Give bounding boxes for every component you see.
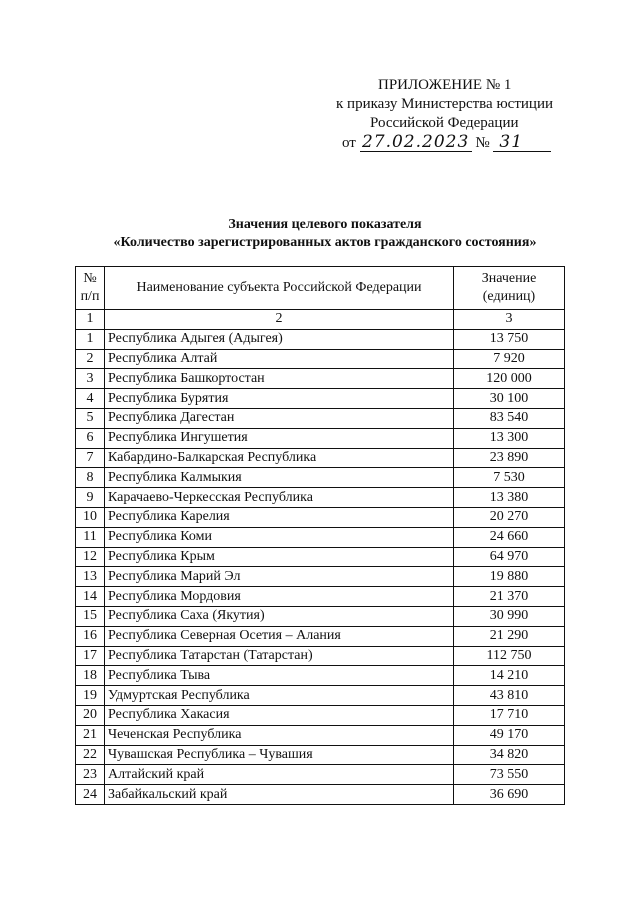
header-name: Наименование субъекта Российской Федерации [105,267,454,310]
row-region-name: Кабардино-Балкарская Республика [105,448,454,468]
table-row [76,369,565,389]
row-region-name: Чеченская Республика [105,725,454,745]
row-region-name: Республика Калмыкия [105,468,454,488]
table-row [76,389,565,409]
row-value: 13 750 [454,329,565,349]
table-row [76,765,565,785]
column-number-2: 2 [105,310,454,330]
row-number: 19 [76,686,105,706]
row-number: 4 [76,389,105,409]
row-number: 22 [76,745,105,765]
row-region-name: Республика Северная Осетия – Алания [105,626,454,646]
table-body [76,329,565,804]
appendix-order-line: к приказу Министерства юстиции [336,96,553,112]
table-row [76,428,565,448]
row-value: 23 890 [454,448,565,468]
row-number: 15 [76,606,105,626]
row-value: 83 540 [454,408,565,428]
row-number: 16 [76,626,105,646]
row-region-name: Республика Адыгея (Адыгея) [105,329,454,349]
row-value: 7 530 [454,468,565,488]
table-row [76,745,565,765]
row-region-name: Республика Дагестан [105,408,454,428]
table-row [76,725,565,745]
row-value: 20 270 [454,507,565,527]
row-region-name: Республика Тыва [105,666,454,686]
appendix-title: ПРИЛОЖЕНИЕ № 1 [378,77,512,93]
row-region-name: Республика Коми [105,527,454,547]
row-region-name: Республика Крым [105,547,454,567]
row-region-name: Республика Бурятия [105,389,454,409]
row-region-name: Республика Марий Эл [105,567,454,587]
row-region-name: Республика Хакасия [105,705,454,725]
row-region-name: Республика Башкортостан [105,369,454,389]
row-number: 2 [76,349,105,369]
handwritten-number: 31 [493,133,551,152]
row-number: 11 [76,527,105,547]
column-number-row [76,310,565,330]
row-number: 14 [76,587,105,607]
row-region-name: Республика Мордовия [105,587,454,607]
row-value: 21 290 [454,626,565,646]
row-value: 36 690 [454,785,565,805]
column-number-1: 1 [76,310,105,330]
table-row [76,705,565,725]
row-value: 43 810 [454,686,565,706]
row-value: 13 300 [454,428,565,448]
header-num: № п/п [76,267,105,310]
row-value: 17 710 [454,705,565,725]
row-region-name: Алтайский край [105,765,454,785]
row-value: 120 000 [454,369,565,389]
table-row [76,785,565,805]
row-number: 5 [76,408,105,428]
row-number: 20 [76,705,105,725]
row-number: 3 [76,369,105,389]
row-number: 17 [76,646,105,666]
table-header-row [76,267,565,310]
table-row [76,527,565,547]
row-region-name: Республика Ингушетия [105,428,454,448]
heading-line-1: Значения целевого показателя [228,217,422,232]
table-row [76,686,565,706]
table-row [76,448,565,468]
table-row [76,646,565,666]
row-region-name: Республика Карелия [105,507,454,527]
appendix-ministry-line: Российской Федерации [370,115,519,131]
indicator-table [75,266,565,805]
row-value: 24 660 [454,527,565,547]
row-number: 6 [76,428,105,448]
row-number: 10 [76,507,105,527]
table-row [76,349,565,369]
row-region-name: Карачаево-Черкесская Республика [105,488,454,508]
row-value: 30 100 [454,389,565,409]
row-region-name: Чувашская Республика – Чувашия [105,745,454,765]
row-number: 24 [76,785,105,805]
table-row [76,606,565,626]
number-prefix: № [475,135,490,151]
row-number: 23 [76,765,105,785]
row-value: 19 880 [454,567,565,587]
appendix-block [330,76,570,153]
table-row [76,507,565,527]
row-region-name: Республика Алтай [105,349,454,369]
row-region-name: Забайкальский край [105,785,454,805]
header-value: Значение (единиц) [454,267,565,310]
table-row [76,488,565,508]
row-value: 7 920 [454,349,565,369]
row-value: 21 370 [454,587,565,607]
table-row [76,587,565,607]
row-number: 12 [76,547,105,567]
document-heading [60,216,590,252]
table-row [76,567,565,587]
row-number: 18 [76,666,105,686]
heading-line-2: «Количество зарегистрированных актов гражданского состояния» [113,235,537,250]
table-row [76,626,565,646]
row-value: 30 990 [454,606,565,626]
appendix-date-line [330,133,570,153]
row-value: 13 380 [454,488,565,508]
row-number: 21 [76,725,105,745]
column-number-3: 3 [454,310,565,330]
row-number: 7 [76,448,105,468]
table-row [76,468,565,488]
row-region-name: Республика Татарстан (Татарстан) [105,646,454,666]
row-value: 49 170 [454,725,565,745]
row-value: 112 750 [454,646,565,666]
date-prefix: от [342,135,356,151]
handwritten-date: 27.02.2023 [360,133,472,152]
row-number: 13 [76,567,105,587]
table-row [76,408,565,428]
row-region-name: Удмуртская Республика [105,686,454,706]
row-value: 73 550 [454,765,565,785]
row-number: 1 [76,329,105,349]
row-value: 14 210 [454,666,565,686]
row-region-name: Республика Саха (Якутия) [105,606,454,626]
row-number: 9 [76,488,105,508]
row-value: 34 820 [454,745,565,765]
table-row [76,666,565,686]
table-row [76,547,565,567]
row-value: 64 970 [454,547,565,567]
table-row [76,329,565,349]
row-number: 8 [76,468,105,488]
